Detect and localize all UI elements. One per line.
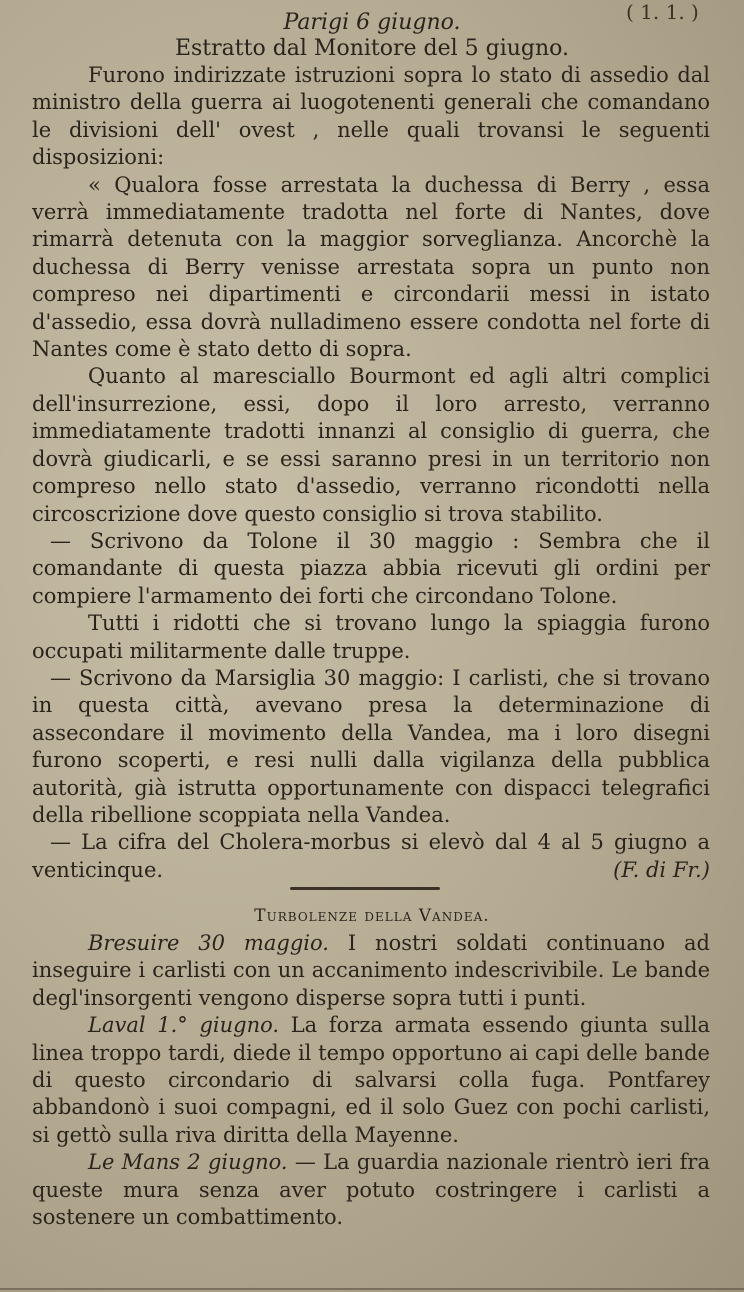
source-line: Estratto dal Monitore del 5 giugno. bbox=[174, 36, 570, 61]
paragraph-text: — La cifra del Cholera-morbus si elevò dal 4 al 5 giugno a venticinque. bbox=[32, 830, 710, 882]
paragraph: Furono indirizzate istruzioni sopra lo stato di assedio dal ministro della guerra ai luogotenenti generali che comandano le divisioni dell' ovest , nelle quali trovansi le seguenti disposizioni: bbox=[32, 63, 710, 170]
dispatch bbox=[32, 1012, 710, 1149]
dispatch-place: Bresuire 30 maggio. bbox=[88, 931, 329, 955]
section-title: Turbolenze della Vandea. bbox=[254, 906, 490, 926]
separator-ornament bbox=[290, 885, 440, 893]
paragraph: — Scrivono da Tolone il 30 maggio : Sembra che il comandante di questa piazza abbia ricevuti gli ordini per compiere l'armamento dei forti che circondano Tolone. bbox=[32, 528, 710, 608]
paragraph bbox=[32, 829, 710, 884]
signature: (F. di Fr.) bbox=[613, 857, 710, 882]
paragraph: Quanto al maresciallo Bourmont ed agli altri complici dell'insurrezione, essi, dopo il loro arresto, verranno immediatamente tradotti innanzi al consiglio di guerra, che dovrà giudicarli, e se essi saranno presi in un territorio non compreso nello stato d'assedio, verranno ricondotti nella circoscrizione dove questo consiglio si trova stabilito. bbox=[32, 364, 710, 526]
section-body bbox=[32, 930, 710, 1231]
bottom-rule bbox=[0, 1288, 744, 1290]
dateline: Parigi 6 giugno. bbox=[283, 10, 461, 35]
dispatch bbox=[32, 930, 710, 1012]
dispatch-text: — La guardia nazionale rientrò ieri fra queste mura senza aver potuto costringere i carlisti a sostenere un combattimento. bbox=[32, 1150, 710, 1230]
paragraph: — Scrivono da Marsiglia 30 maggio: I carlisti, che si trovano in questa città, avevano presa la determinazione di assecondare il movimento della Vandea, ma i loro disegni furono scoperti, e resi nulli dalla vigilanza della pubblica autorità, già istrutta opportunamente con dispacci telegrafici della ribellione scoppiata nella Vandea. bbox=[32, 665, 710, 827]
paragraph: Tutti i ridotti che si trovano lungo la spiaggia furono occupati militarmente dalle truppe. bbox=[32, 611, 710, 663]
dispatch-text: I nostri soldati continuano ad inseguire i carlisti con un accanimento indescrivibile. Le bande degl'insorgenti vengono disperse sopra tutti i punti. bbox=[32, 931, 710, 1010]
dispatch bbox=[32, 1149, 710, 1231]
page-number: ( 1. 1. ) bbox=[626, 0, 699, 24]
dispatch-place: Laval 1.° giugno. bbox=[88, 1013, 280, 1038]
article-body bbox=[32, 62, 710, 884]
paragraph: « Qualora fosse arrestata la duchessa di Berry , essa verrà immediatamente tradotta nel forte di Nantes, dove rimarrà detenuta con la maggior sorveglianza. Ancorchè la duchessa di Berry venisse arrestata sopra un punto non compreso nei dipartimenti e circondarii messi in istato d'assedio, essa dovrà nulladimeno essere condotta nel forte di Nantes come è stato detto di sopra. bbox=[32, 172, 710, 362]
dispatch-text: La forza armata essendo giunta sulla linea troppo tardi, diede il tempo opportuno ai capi delle bande di questo circondario di salvarsi colla fuga. Pontfarey abbandonò i suoi compagni, ed il solo Guez con pochi carlisti, si gettò sulla riva diritta della Mayenne. bbox=[32, 1013, 710, 1147]
dispatch-place: Le Mans 2 giugno. bbox=[88, 1150, 288, 1175]
